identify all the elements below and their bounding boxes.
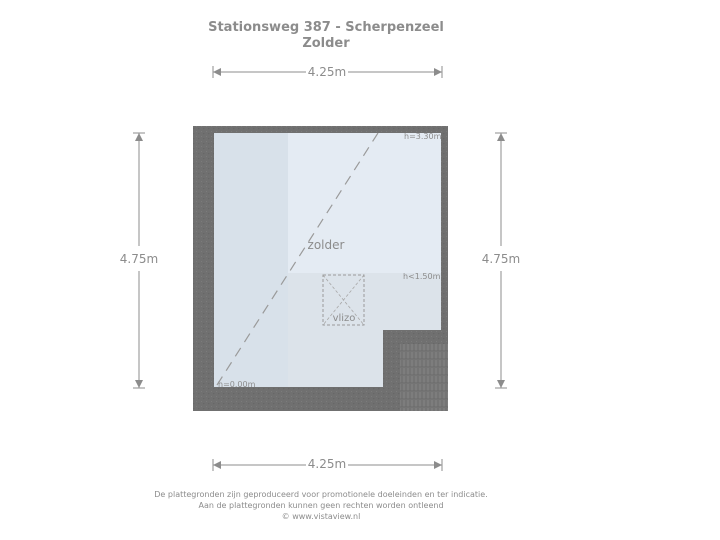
- footer-disclaimer-1: De plattegronden zijn geproduceerd voor promotionele doeleinden en ter indicatie.: [154, 490, 488, 499]
- floor-left-zone: [214, 133, 288, 387]
- room-label: zolder: [307, 238, 345, 252]
- dimension-top-label: 4.25m: [307, 65, 347, 79]
- plan-address: Stationsweg 387 - Scherpenzeel: [208, 20, 444, 35]
- hatch-label: vlizo: [332, 313, 356, 324]
- dimension-right-label: 4.75m: [481, 252, 521, 266]
- dimension-bottom: [213, 457, 442, 471]
- dimension-left-label: 4.75m: [119, 252, 159, 266]
- height-middle-right: h<1.50m: [403, 272, 441, 281]
- dimension-top: [213, 65, 442, 79]
- dimension-bottom-label: 4.25m: [307, 457, 347, 471]
- height-bottom-left: h=0.00m: [218, 380, 256, 389]
- dimension-left: [120, 133, 158, 388]
- footer-disclaimer-2: Aan de plattegronden kunnen geen rechten worden ontleend: [198, 501, 444, 510]
- height-top-right: h=3.30m: [404, 132, 442, 141]
- footer-copyright: © www.vistaview.nl: [281, 512, 361, 521]
- plan-floor-title: Zolder: [302, 36, 350, 51]
- dimension-right: [482, 133, 520, 388]
